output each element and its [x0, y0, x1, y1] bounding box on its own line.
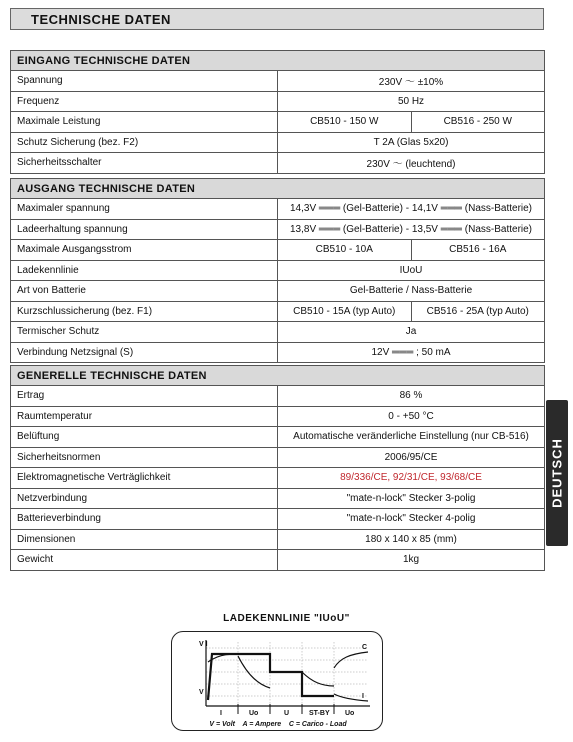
row-label: Ladeerhaltung spannung — [11, 219, 278, 240]
table-row — [11, 509, 545, 530]
row-value: 1kg — [278, 550, 545, 571]
table-row — [11, 91, 545, 112]
row-label: Raumtemperatur — [11, 406, 278, 427]
curve-title: LADEKENNLINIE "IUoU" — [223, 613, 350, 624]
row-value: 14,3V ═══ (Gel-Batterie) - 14,1V ═══ (Nass-Batterie) — [278, 199, 545, 220]
table-row — [11, 199, 545, 220]
table-row — [11, 342, 545, 363]
row-value-split — [278, 112, 545, 133]
section-header — [11, 366, 545, 386]
row-label: Kurzschlussicherung (bez. F1) — [11, 301, 278, 322]
table-row — [11, 281, 545, 302]
page-title: TECHNISCHE DATEN — [31, 12, 171, 27]
row-label: Netzverbindung — [11, 488, 278, 509]
ausgang-table — [10, 178, 545, 363]
table-row — [11, 529, 545, 550]
row-value: 180 x 140 x 85 (mm) — [278, 529, 545, 550]
table-row — [11, 447, 545, 468]
table-row — [11, 71, 545, 92]
row-value: 2006/95/CE — [278, 447, 545, 468]
language-tab-label: DEUTSCH — [549, 438, 565, 508]
section-header — [11, 51, 545, 71]
row-value: 13,8V ═══ (Gel-Batterie) - 13,5V ═══ (Nass-Batterie) — [278, 219, 545, 240]
axis-label-v: V — [199, 689, 204, 696]
row-value: "mate-n-lock" Stecker 4-polig — [278, 509, 545, 530]
table-row — [11, 468, 545, 489]
row-value: "mate-n-lock" Stecker 3-polig — [278, 488, 545, 509]
row-label: Termischer Schutz — [11, 322, 278, 343]
charge-curve-svg — [172, 632, 384, 732]
phase-label: Uo — [249, 710, 259, 717]
row-value: 50 Hz — [278, 91, 545, 112]
row-value: IUoU — [278, 260, 545, 281]
charge-curve-diagram — [171, 631, 383, 731]
row-label: Maximaler spannung — [11, 199, 278, 220]
section-header — [11, 179, 545, 199]
table-row — [11, 219, 545, 240]
table-row — [11, 386, 545, 407]
page-header — [10, 8, 544, 30]
row-label: Gewicht — [11, 550, 278, 571]
row-value-right: CB516 - 25A (typ Auto) — [426, 305, 529, 317]
phase-label: Uo — [345, 710, 355, 717]
row-label: Spannung — [11, 71, 278, 92]
row-label: Maximale Ausgangsstrom — [11, 240, 278, 261]
row-value-split — [278, 301, 545, 322]
row-label: Ertrag — [11, 386, 278, 407]
row-value-left: CB510 - 150 W — [278, 112, 412, 132]
row-value: 230V ～ ±10% — [278, 71, 545, 92]
row-value: 86 % — [278, 386, 545, 407]
table-row — [11, 301, 545, 322]
row-value-right: CB516 - 250 W — [443, 116, 512, 127]
row-value-split — [278, 240, 545, 261]
curve-legend: V = Volt A = Ampere C = Carico - Load — [209, 721, 347, 728]
row-value: Gel-Batterie / Nass-Batterie — [278, 281, 545, 302]
curve-grid — [206, 642, 368, 706]
table-row — [11, 112, 545, 133]
row-label: Sicherheitsschalter — [11, 153, 278, 174]
row-value-left: CB510 - 10A — [278, 240, 412, 260]
axis-label-vi: V I — [199, 641, 208, 648]
row-value: T 2A (Glas 5x20) — [278, 132, 545, 153]
row-value: 89/336/CE, 92/31/CE, 93/68/CE — [278, 468, 545, 489]
row-value: 230V ～ (leuchtend) — [278, 153, 545, 174]
row-value-left: CB510 - 15A (typ Auto) — [278, 302, 412, 322]
row-value: 12V ═══ ; 50 mA — [278, 342, 545, 363]
row-value: Automatische veränderliche Einstellung (nur CB-516) — [278, 427, 545, 448]
section-title: GENERELLE TECHNISCHE DATEN — [11, 366, 545, 386]
generelle-table — [10, 365, 545, 571]
section-title: EINGANG TECHNISCHE DATEN — [11, 51, 545, 71]
phase-label: ST-BY — [309, 710, 330, 717]
table-row — [11, 550, 545, 571]
row-label: Verbindung Netzsignal (S) — [11, 342, 278, 363]
curve-label-c: C — [362, 644, 368, 651]
eingang-table — [10, 50, 545, 174]
table-row — [11, 132, 545, 153]
section-title: AUSGANG TECHNISCHE DATEN — [11, 179, 545, 199]
language-tab — [546, 400, 568, 546]
row-label: Ladekennlinie — [11, 260, 278, 281]
row-value: Ja — [278, 322, 545, 343]
table-row — [11, 153, 545, 174]
phase-label: U — [284, 710, 290, 717]
current-curve — [208, 654, 334, 700]
row-value-right: CB516 - 16A — [449, 244, 507, 255]
row-label: Maximale Leistung — [11, 112, 278, 133]
row-label: Sicherheitsnormen — [11, 447, 278, 468]
row-value: 0 - +50 °C — [278, 406, 545, 427]
table-row — [11, 240, 545, 261]
table-row — [11, 488, 545, 509]
row-label: Batterieverbindung — [11, 509, 278, 530]
row-label: Art von Batterie — [11, 281, 278, 302]
row-label: Dimensionen — [11, 529, 278, 550]
row-label: Schutz Sicherung (bez. F2) — [11, 132, 278, 153]
row-label: Elektromagnetische Verträglichkeit — [11, 468, 278, 489]
row-label: Belüftung — [11, 427, 278, 448]
table-row — [11, 427, 545, 448]
table-row — [11, 406, 545, 427]
table-row — [11, 260, 545, 281]
row-label: Frequenz — [11, 91, 278, 112]
table-row — [11, 322, 545, 343]
phase-label: I — [220, 710, 222, 717]
curve-label-i: I — [362, 693, 364, 700]
